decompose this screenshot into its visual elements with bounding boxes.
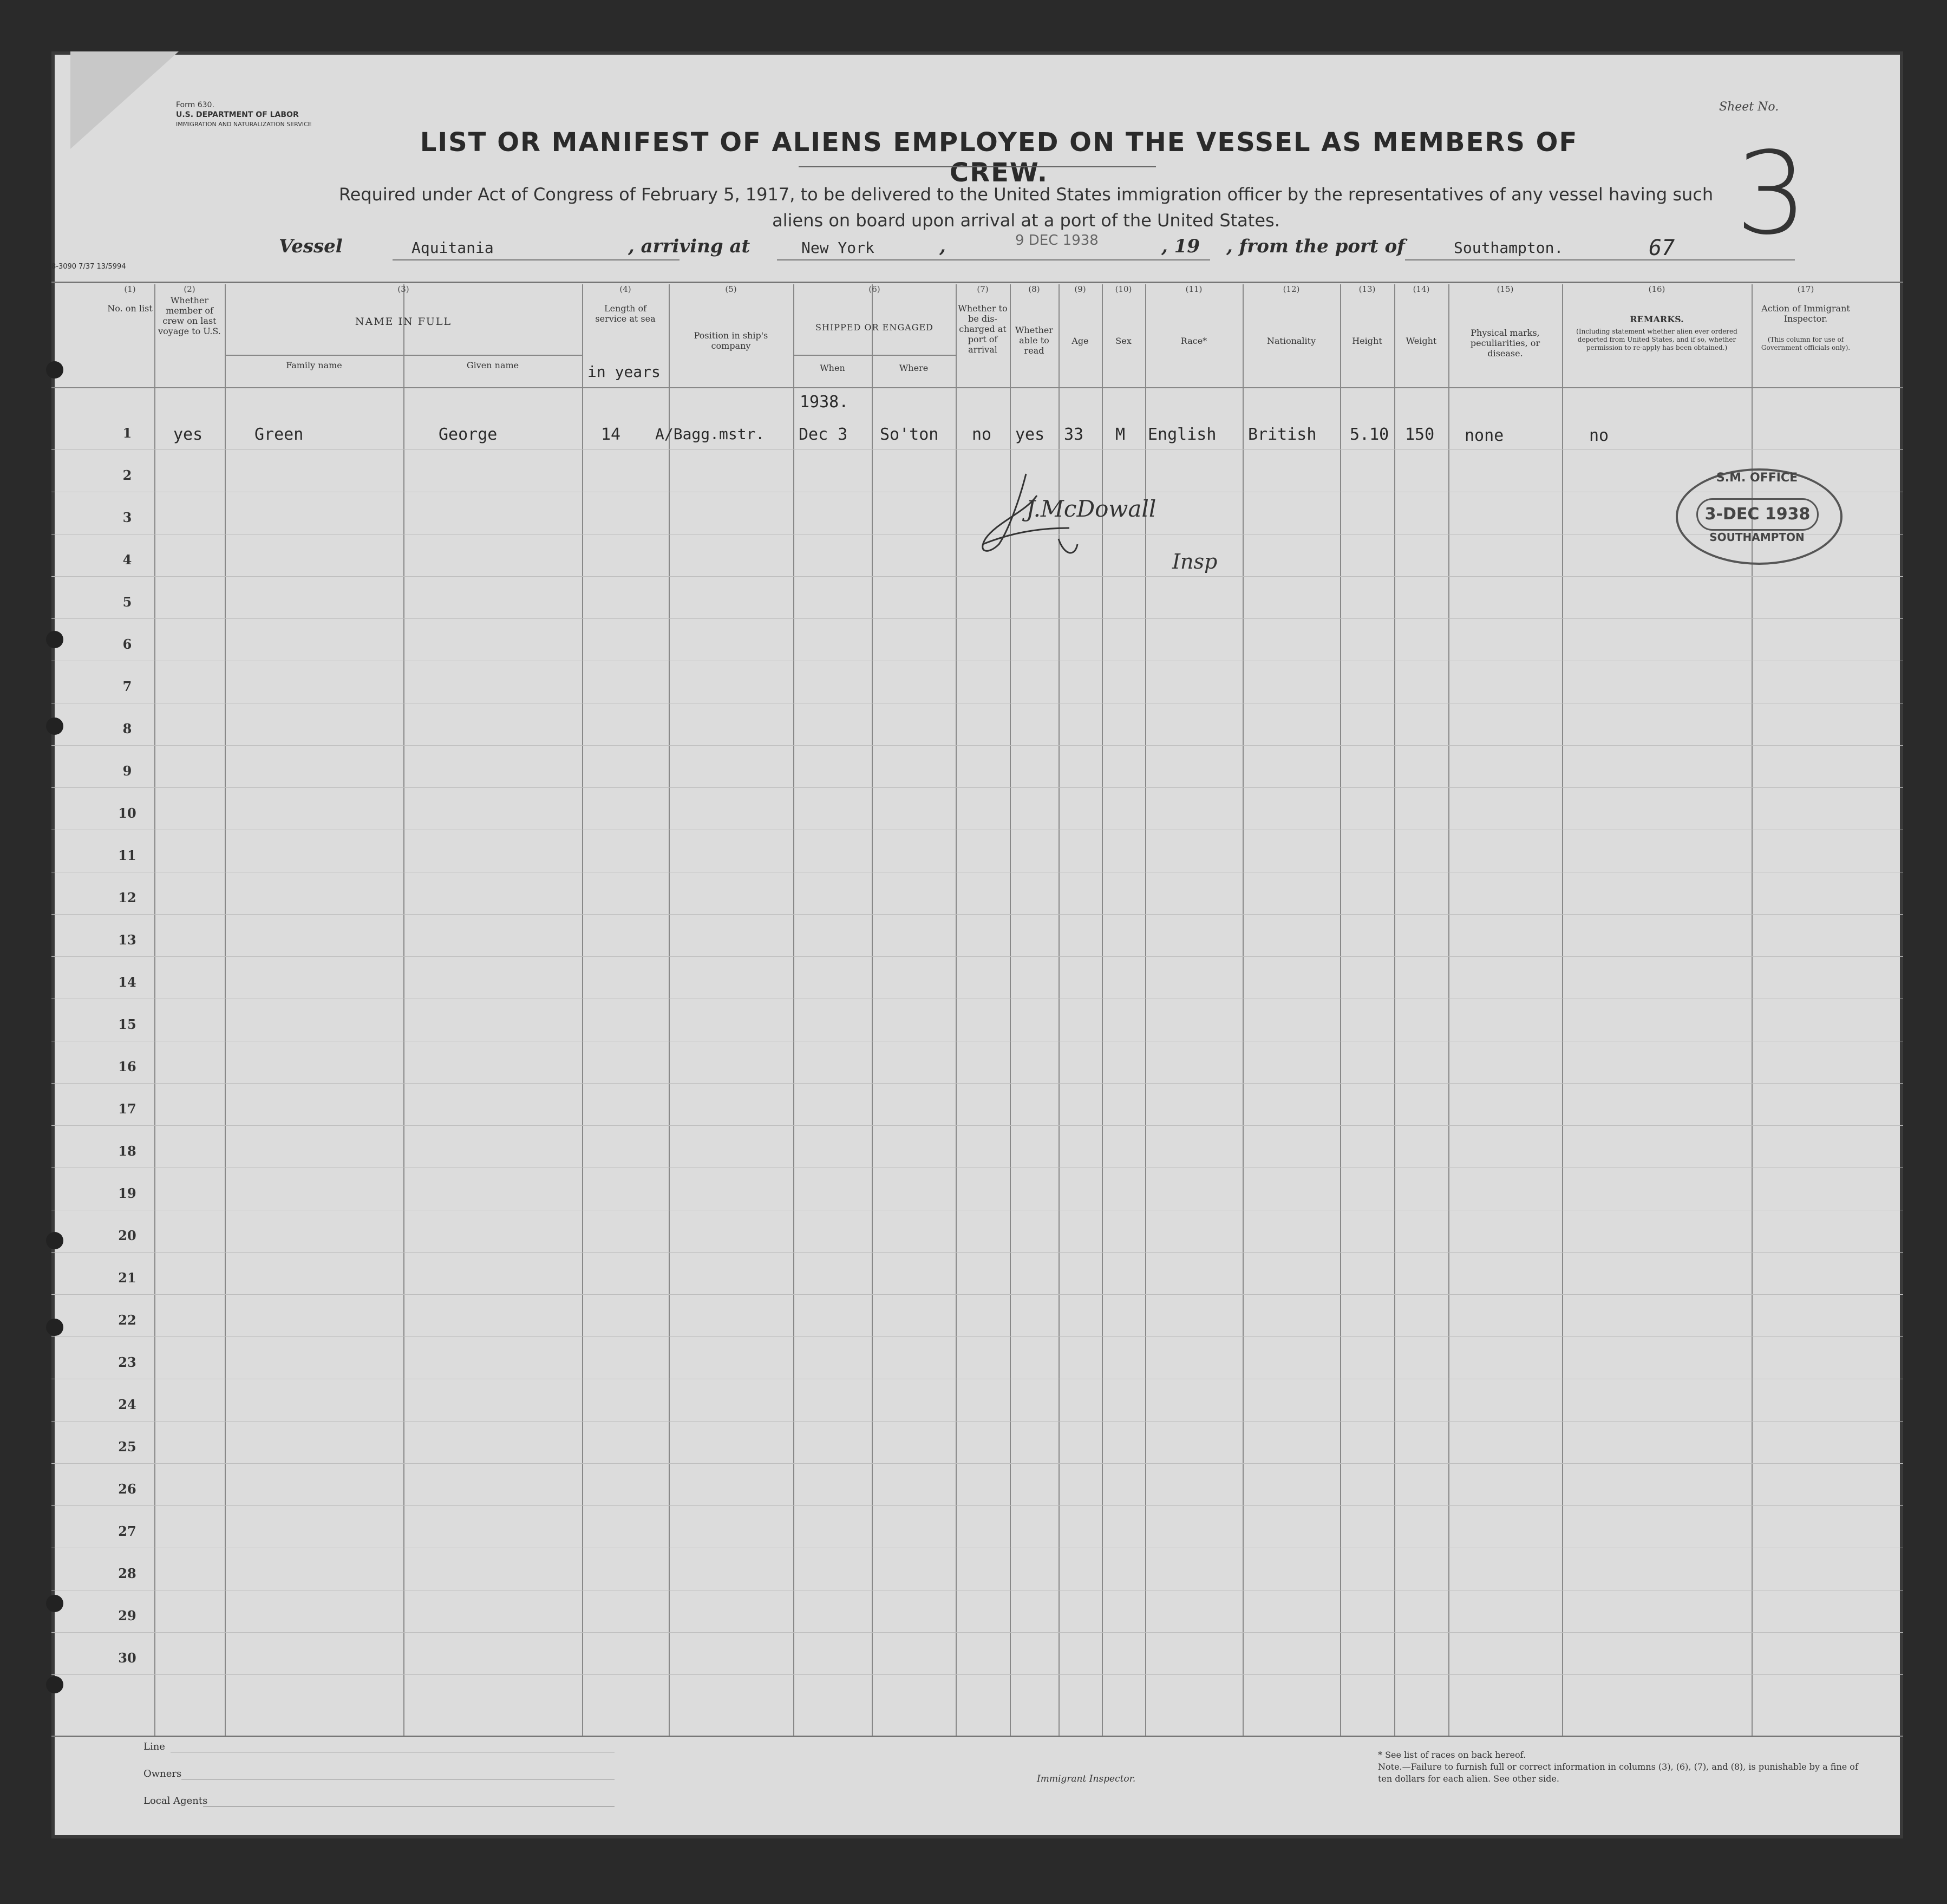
table-bottom-rule [51, 1736, 1903, 1737]
stamp-date: 3-DEC 1938 [1696, 498, 1819, 531]
arriving-port: New York [801, 239, 874, 257]
row-number: 27 [118, 1523, 136, 1539]
col-family-name: Family name [286, 360, 342, 370]
col-length-service: Length of service at sea [595, 303, 656, 324]
manifest-subtitle [241, 181, 1811, 233]
row-number: 11 [118, 847, 136, 863]
fine-note: Note.—Failure to furnish full or correct information in columns (3), (6), (7), and (8), is punishable by a fine of ten dollars for each alien. See other side. [1378, 1762, 1858, 1784]
binder-hole [46, 361, 63, 379]
col-action-note: (This column for use of Government officials only). [1761, 336, 1851, 351]
sheet-number: 3 [1735, 127, 1808, 260]
binder-hole [46, 718, 63, 735]
col-num-1: (1) [124, 284, 136, 294]
row-number: 12 [118, 890, 136, 905]
col-num-16: (16) [1648, 284, 1665, 294]
footer-owners-label: Owners [143, 1768, 182, 1779]
row-number: 7 [122, 679, 132, 694]
comma: , [939, 236, 946, 257]
physical-marks: none [1465, 426, 1504, 445]
col-num-13: (13) [1358, 284, 1376, 294]
signature-name: J.McDowall [1026, 495, 1157, 522]
col-race: Race* [1180, 336, 1207, 346]
col-num-14: (14) [1413, 284, 1430, 294]
nationality: British [1248, 425, 1317, 444]
col-num-3: (3) [397, 284, 409, 294]
age: 33 [1064, 425, 1084, 444]
crew-last-voyage: yes [173, 425, 203, 444]
signature-strokes [945, 463, 1270, 604]
row-number: 1 [122, 425, 132, 441]
binder-hole [46, 1595, 63, 1612]
sheet-label: Sheet No. [1719, 100, 1779, 114]
col-num-6: (6) [868, 284, 880, 294]
col-sex: Sex [1115, 336, 1132, 346]
row-number: 4 [122, 552, 132, 568]
row-number: 3 [122, 510, 132, 525]
col-num-4: (4) [619, 284, 631, 294]
row-number: 20 [118, 1228, 136, 1243]
year-label: , 19 [1161, 236, 1200, 257]
footer-agents-label: Local Agents [143, 1795, 208, 1807]
discharged: no [972, 425, 992, 444]
col-height: Height [1352, 336, 1382, 346]
col-crew-last-voyage: Whether member of crew on last voyage to U.S. [158, 295, 221, 336]
shipped-when: Dec 3 [799, 425, 848, 444]
col-when: When [820, 363, 845, 373]
position: A/Bagg.mstr. [655, 425, 765, 443]
col-name-in-full: NAME IN FULL [355, 316, 452, 328]
row-number: 6 [122, 636, 132, 652]
manifest-sheet [51, 51, 1903, 1838]
col-able-read: Whether able to read [1015, 325, 1054, 356]
col-age: Age [1071, 336, 1089, 346]
row-number: 30 [118, 1650, 136, 1666]
race: English [1148, 425, 1217, 444]
from-label: , from the port of [1226, 236, 1405, 257]
binder-hole [46, 1232, 63, 1249]
col-where: Where [899, 363, 929, 373]
col-remarks: REMARKS. [1630, 314, 1684, 324]
year-1938: 1938. [800, 393, 849, 412]
row-number: 8 [122, 721, 132, 736]
col-num-9: (9) [1074, 284, 1086, 294]
service: IMMIGRATION AND NATURALIZATION SERVICE [176, 121, 312, 128]
row-number: 23 [118, 1354, 136, 1370]
col-num-10: (10) [1115, 284, 1132, 294]
inspector-signature [945, 463, 1270, 604]
col-num-17: (17) [1797, 284, 1814, 294]
binder-hole [46, 631, 63, 648]
arriving-label: , arriving at [628, 236, 750, 257]
height: 5.10 [1350, 425, 1389, 444]
shipped-where: So'ton [880, 425, 939, 444]
binder-hole [46, 1319, 63, 1336]
row-number: 25 [118, 1439, 136, 1455]
subtitle-line-1: Required under Act of Congress of February 5, 1917, to be delivered to the United States immigration officer by the representatives of any vessel having such [338, 184, 1714, 205]
col-weight: Weight [1406, 336, 1437, 346]
races-note: * See list of races on back hereof. [1378, 1750, 1526, 1760]
form-info [176, 100, 312, 129]
signature-title: Insp [1172, 550, 1218, 573]
folded-corner [70, 51, 179, 149]
remarks: no [1589, 426, 1609, 445]
col-action-inspector: Action of Immigrant Inspector. [1761, 303, 1850, 324]
binder-hole [46, 1676, 63, 1693]
footer-notes [1378, 1749, 1865, 1785]
col-num-2: (2) [184, 284, 195, 294]
col-num-12: (12) [1283, 284, 1300, 294]
col-given-name: Given name [466, 360, 519, 370]
row-number: 19 [118, 1185, 136, 1201]
table-top-rule [51, 282, 1903, 283]
col-num-15: (15) [1497, 284, 1514, 294]
col-num-11: (11) [1185, 284, 1203, 294]
arrival-date-stamp: 9 DEC 1938 [1015, 232, 1099, 249]
col-remarks-note: (Including statement whether alien ever ordered deported from United States, and if so, whether permission to re-apply has been obtained.) [1576, 328, 1737, 351]
row-number: 21 [118, 1270, 136, 1286]
immigrant-inspector-label: Immigrant Inspector. [1037, 1773, 1136, 1784]
col-physical-marks: Physical marks, peculiarities, or disease. [1470, 328, 1540, 358]
row-number: 24 [118, 1397, 136, 1412]
col-num-8: (8) [1028, 284, 1040, 294]
row-number: 9 [122, 763, 132, 779]
col-no-on-list: No. on list [107, 303, 153, 314]
list-number: 67 [1649, 236, 1675, 260]
service-units: in years [587, 363, 661, 381]
given-name: George [439, 425, 498, 444]
col-num-5: (5) [725, 284, 737, 294]
vessel-label: Vessel [279, 236, 343, 257]
row-number: 10 [118, 805, 136, 821]
row-number: 22 [118, 1312, 136, 1328]
row-number: 5 [122, 594, 132, 610]
row-number: 2 [122, 467, 132, 483]
print-code: 8-3090 7/37 13/5994 [51, 263, 126, 271]
form-number: Form 630. [176, 101, 214, 109]
stamp-bottom-text: SOUTHAMPTON [1709, 531, 1805, 544]
col-discharged: Whether to be dis-charged at port of arrival [958, 303, 1008, 355]
manifest-title: LIST OR MANIFEST OF ALIENS EMPLOYED ON THE VESSEL AS MEMBERS OF CREW. [420, 127, 1578, 188]
row-number: 14 [118, 974, 136, 990]
row-number: 16 [118, 1059, 136, 1074]
col-shipped-engaged: SHIPPED OR ENGAGED [815, 322, 933, 332]
row-number: 15 [118, 1016, 136, 1032]
col-position: Position in ship's company [694, 330, 768, 351]
col-nationality: Nationality [1266, 336, 1316, 346]
department: U.S. DEPARTMENT OF LABOR [176, 110, 299, 119]
able-to-read: yes [1015, 425, 1045, 444]
col-num-7: (7) [977, 284, 989, 294]
title-rule [799, 166, 1156, 167]
family-name: Green [254, 425, 304, 444]
vessel-line [51, 232, 1903, 271]
row-number: 28 [118, 1566, 136, 1581]
length-of-service: 14 [601, 425, 621, 444]
vessel-name: Aquitania [411, 239, 494, 257]
from-port: Southampton. [1454, 239, 1564, 257]
weight: 150 [1405, 425, 1435, 444]
row-number: 29 [118, 1608, 136, 1623]
footer-line-label: Line [143, 1741, 165, 1752]
row-number: 26 [118, 1481, 136, 1497]
row-number: 17 [118, 1101, 136, 1117]
stamp-top-text: S.M. OFFICE [1716, 471, 1798, 485]
subtitle-line-2: aliens on board upon arrival at a port of the United States. [772, 210, 1280, 231]
row-number: 13 [118, 932, 136, 948]
row-number: 18 [118, 1143, 136, 1159]
sex: M [1115, 425, 1126, 444]
header-bottom-rule [51, 387, 1903, 388]
